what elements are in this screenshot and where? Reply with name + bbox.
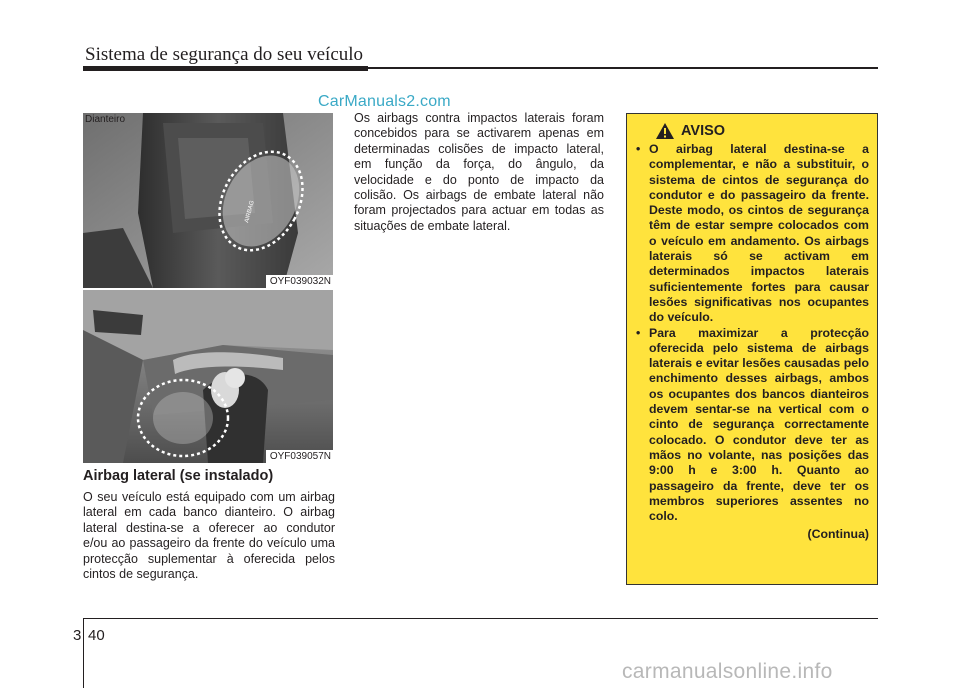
seat-airbag-figure [83,113,333,288]
page-header-title: Sistema de segurança do seu veículo [85,44,364,65]
warning-triangle-icon [655,122,675,140]
footer-divider [83,618,84,688]
section-paragraph-middle: Os airbags contra impactos laterais foram concebidos para se activarem apenas em determinadas colisões de impacto lateral, em função da força, do ângulo, da velocidade e do ponto de impacto da colisão. Os airbags de embate lateral não foram projectados para actuar em todas as situações de embate lateral. [354,111,604,233]
seat-illustration [83,113,333,288]
footer-watermark-link[interactable]: carmanualsonline.info [622,660,833,683]
airbag-badge-text: AIRBAG [244,200,256,224]
header-rule [83,67,878,69]
warning-title: AVISO [681,123,726,139]
footer-rule [83,618,878,619]
figure-code-2: OYF039057N [266,450,333,463]
warning-item: • O airbag lateral destina-se a complementar, e não a substituir, o sistema de cintos de segurança do condutor e do passageiro da frente. Deste modo, os cintos de segurança têm de estar sempre colocados com o veículo em andamento. Os airbags laterais só se activam em determinados impactos laterais suficientemente fortes para causar lesões significativas nos ocupantes do veículo. [635,142,869,326]
page-number: 40 [88,627,105,644]
section-paragraph-left: O seu veículo está equipado com um airbag lateral em cada banco dianteiro. O airbag lateral destina-se a oferecer ao condutor e/ou ao passageiro da frente do veículo uma protecção suplementar à oferecida pelos cintos de segurança. [83,490,335,582]
page-section-number: 3 [73,627,82,644]
section-heading: Airbag lateral (se instalado) [83,468,274,484]
warning-list [635,142,869,524]
figure-label-front: Dianteiro [85,114,126,125]
interior-airbag-figure [83,290,333,463]
figure-code-1: OYF039032N [266,275,333,288]
interior-illustration [83,290,333,463]
warning-header [655,122,869,140]
warning-box [626,113,878,585]
warning-continued: (Continua) [807,527,869,542]
warning-item: • Para maximizar a protecção oferecida pelo sistema de airbags laterais e evitar lesões causadas pelo enchimento desses airbags, ambos os ocupantes dos bancos dianteiros devem sentar-se na vertical com o cinto de segurança correctamente colocado. O condutor deve ter as mãos no volante, nas posições das 9:00 h e 3:00 h. Quanto ao passageiro da frente, deve ter os membros superiores assentes no colo. [635,326,869,525]
watermark-link[interactable]: CarManuals2.com [318,93,451,110]
